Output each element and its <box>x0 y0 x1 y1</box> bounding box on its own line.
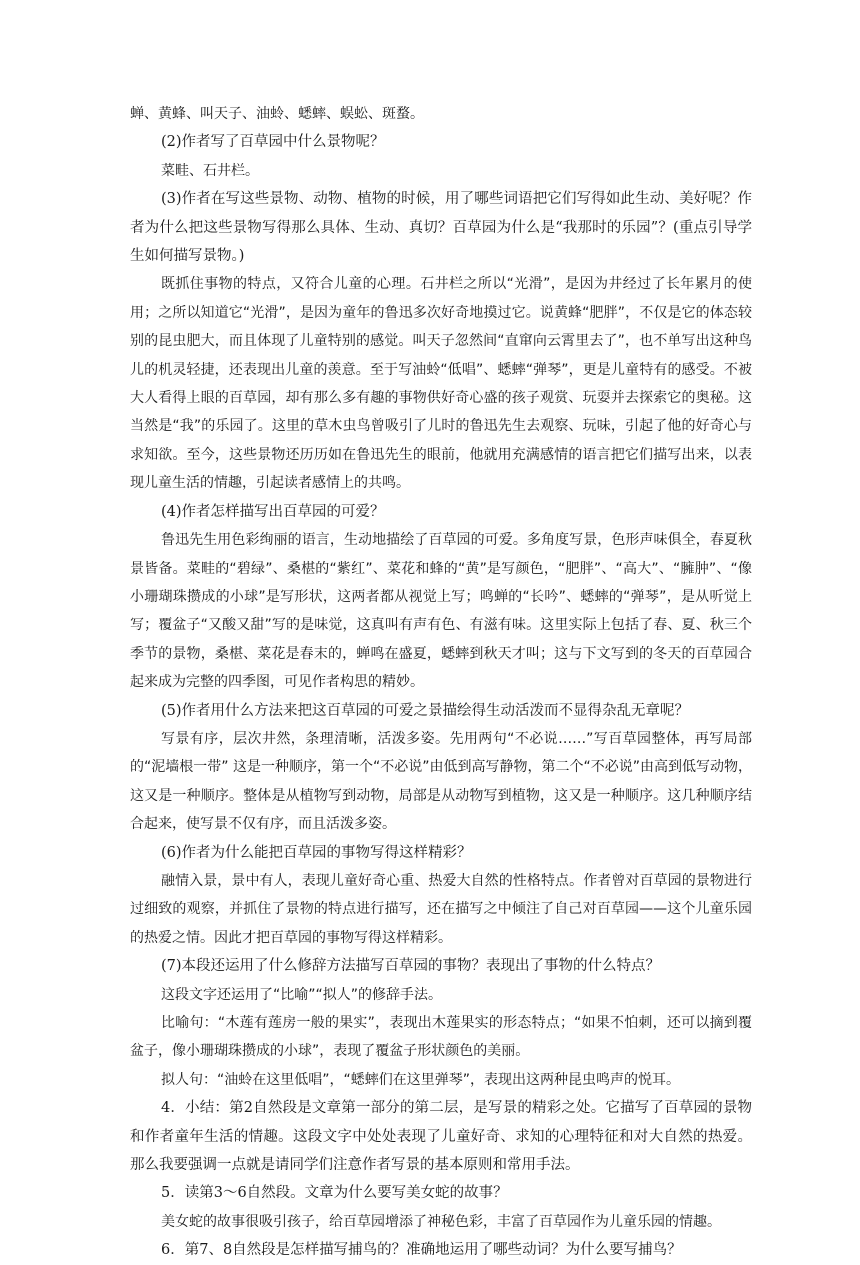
question-paragraph: (7)本段还运用了什么修辞方法描写百草园的事物？表现出了事物的什么特点？ <box>161 958 661 975</box>
question-paragraph: 6．第7、8自然段是怎样描写捕鸟的？准确地运用了哪些动词？为什么要写捕鸟？ <box>161 1242 682 1259</box>
question-paragraph: (3)作者在写这些景物、动物、植物的时候，用了哪些词语把它们写得如此生动、美好呢？作者为什么把这些景物写得那么具体、生动、真切？百草园为什么是“我那时的乐园”？(重点引导学生如何描写景物。) <box>130 191 752 265</box>
answer-paragraph: 融情入景，景中有人，表现儿童好奇心重、热爱大自然的性格特点。作者曾对百草园的景物进行过细致的观察，并抓住了景物的特点进行描写，还在描写之中倾注了自己对百草园——这个儿童乐园的热爱之情。因此才把百草园的事物写得这样精彩。 <box>130 872 752 946</box>
question-paragraph: (2)作者写了百草园中什么景物呢？ <box>161 134 385 151</box>
question-paragraph: (6)作者为什么能把百草园的事物写得这样精彩？ <box>161 844 472 861</box>
answer-paragraph: 比喻句：“木莲有莲房一般的果实”，表现出木莲果实的形态特点；“如果不怕刺，还可以摘到覆盆子，像小珊瑚珠攒成的小球”，表现了覆盆子形状颜色的美丽。 <box>130 1015 752 1060</box>
answer-paragraph: 这段文字还运用了“比喻”“拟人”的修辞手法。 <box>161 986 443 1003</box>
answer-paragraph: 既抓住事物的特点，又符合儿童的心理。石井栏之所以“光滑”，是因为井经过了长年累月的使用；之所以知道它“光滑”，是因为童年的鲁迅多次好奇地摸过它。说黄蜂“肥胖”，不仅是它的体态较别的昆虫肥大，而且体现了儿童特别的感觉。叫天子忽然间“直窜向云霄里去了”，也不单写出这种鸟儿的机灵轻捷，还表现出儿童的羡意。至于写油蛉“低唱”、蟋蟀“弹琴”，更是儿童特有的感受。不被大人看得上眼的百草园，却有那么多有趣的事物供好奇心盛的孩子观赏、玩耍并去探索它的奥秘。这当然是“我”的乐园了。这里的草木虫鸟曾吸引了儿时的鲁迅先生去观察、玩味，引起了他的好奇心与求知欲。至今，这些景物还历历如在鲁迅先生的眼前，他就用充满感情的语言把它们描写出来，以表现儿童生活的情趣，引起读者感情上的共鸣。 <box>130 276 752 492</box>
answer-paragraph: 菜畦、石井栏。 <box>161 162 259 179</box>
question-paragraph: 4．小结：第2自然段是文章第一部分的第二层，是写景的精彩之处。它描写了百草园的景物和作者童年生活的情趣。这段文字中处处表现了儿童好奇、求知的心理特征和对大自然的热爱。那么我要强调一点就是请同学们注意作者写景的基本原则和常用手法。 <box>130 1100 752 1174</box>
answer-paragraph: 鲁迅先生用色彩绚丽的语言，生动地描绘了百草园的可爱。多角度写景，色形声味俱全，春夏秋景皆备。菜畦的“碧绿”、桑椹的“紫红”、菜花和蜂的“黄”是写颜色，“肥胖”、“高大”、“臃肿”、“像小珊瑚珠攒成的小球”是写形状，这两者都从视觉上写；鸣蝉的“长吟”、蟋蟀的“弹琴”，是从听觉上写；覆盆子“又酸又甜”写的是味觉，这真叫有声有色、有滋有味。这里实际上包括了春、夏、秋三个季节的景物，桑椹、菜花是春末的，蝉鸣在盛夏，蟋蟀到秋天才叫；这与下文写到的冬天的百草园合起来成为完整的四季图，可见作者构思的精妙。 <box>130 532 752 691</box>
question-paragraph: 5．读第3～6自然段。文章为什么要写美女蛇的故事？ <box>161 1185 508 1202</box>
question-paragraph: (5)作者用什么方法来把这百草园的可爱之景描绘得生动活泼而不显得杂乱无章呢？ <box>161 702 690 719</box>
answer-paragraph: 拟人句：“油蛉在这里低唱”，“蟋蟀们在这里弹琴”，表现出这两种昆虫鸣声的悦耳。 <box>161 1071 681 1088</box>
answer-paragraph: 蝉、黄蜂、叫天子、油蛉、蟋蟀、蜈蚣、斑蝥。 <box>130 106 424 122</box>
answer-paragraph: 写景有序，层次井然，条理清晰，活泼多姿。先用两句“不必说……”写百草园整体，再写局部的“泥墙根一带” 这是一种顺序，第一个“不必说”由低到高写静物，第二个“不必说”由高到低写动物，这又是一种顺序。整体是从植物写到动物，局部是从动物写到植物，这又是一种顺序。这几种顺序结合起来，使写景不仅有序，而且活泼多姿。 <box>130 730 752 833</box>
document-body <box>130 100 752 1265</box>
question-paragraph: (4)作者怎样描写出百草园的可爱？ <box>161 503 385 520</box>
answer-paragraph: 美女蛇的故事很吸引孩子，给百草园增添了神秘色彩，丰富了百草园作为儿童乐园的情趣。 <box>161 1213 721 1230</box>
